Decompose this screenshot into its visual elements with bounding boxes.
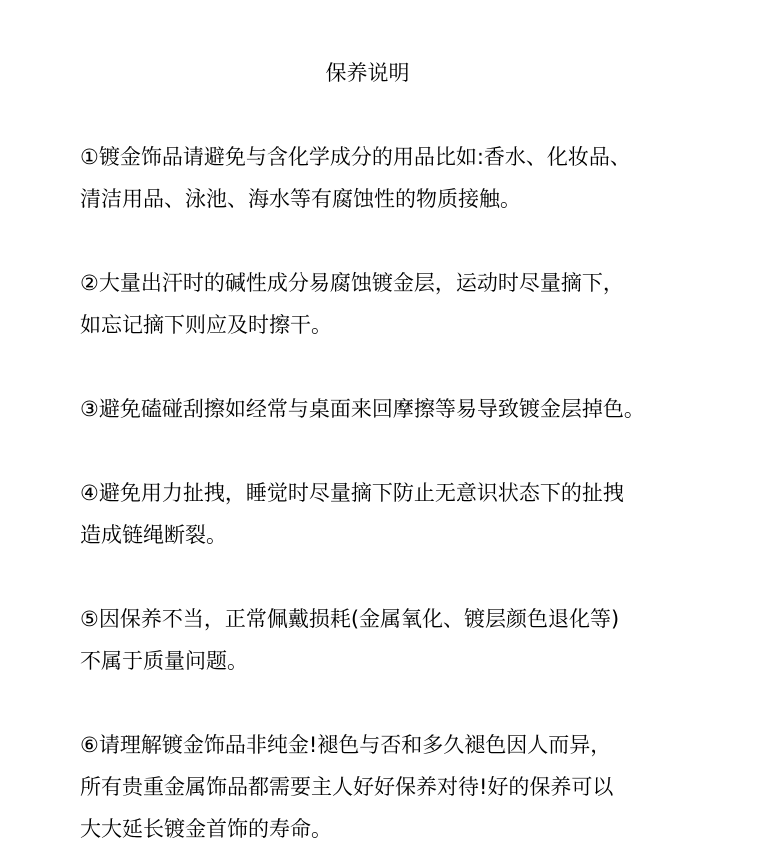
care-item-1-line-1: ①镀金饰品请避免与含化学成分的用品比如:香水、化妆品、 (80, 145, 631, 169)
care-item-6 (80, 724, 740, 850)
care-item-6-line-2: 所有贵重金属饰品都需要主人好好保养对待!好的保养可以 (80, 775, 614, 799)
care-item-5-line-2: 不属于质量问题。 (80, 649, 248, 673)
care-item-6-line-3: 大大延长镀金首饰的寿命。 (80, 817, 332, 841)
care-item-3 (80, 388, 740, 430)
care-item-2-line-2: 如忘记摘下则应及时擦干。 (80, 313, 332, 337)
care-item-4 (80, 472, 740, 556)
care-item-2 (80, 262, 740, 346)
care-item-1-line-2: 清洁用品、泳池、海水等有腐蚀性的物质接触。 (80, 187, 521, 211)
care-item-3-line-1: ③避免磕碰刮擦如经常与桌面来回摩擦等易导致镀金层掉色。 (80, 397, 645, 421)
care-item-2-line-1: ②大量出汗时的碱性成分易腐蚀镀金层，运动时尽量摘下， (80, 271, 624, 295)
page-title: 保养说明 (325, 61, 410, 85)
care-item-1 (80, 136, 740, 220)
care-item-5-line-1: ⑤因保养不当，正常佩戴损耗(金属氧化、镀层颜色退化等) (80, 607, 620, 631)
care-item-5 (80, 598, 740, 682)
care-item-4-line-2: 造成链绳断裂。 (80, 523, 227, 547)
care-item-6-line-1: ⑥请理解镀金饰品非纯金!褪色与否和多久褪色因人而异， (80, 733, 612, 757)
care-item-4-line-1: ④避免用力扯拽，睡觉时尽量摘下防止无意识状态下的扯拽 (80, 481, 624, 505)
